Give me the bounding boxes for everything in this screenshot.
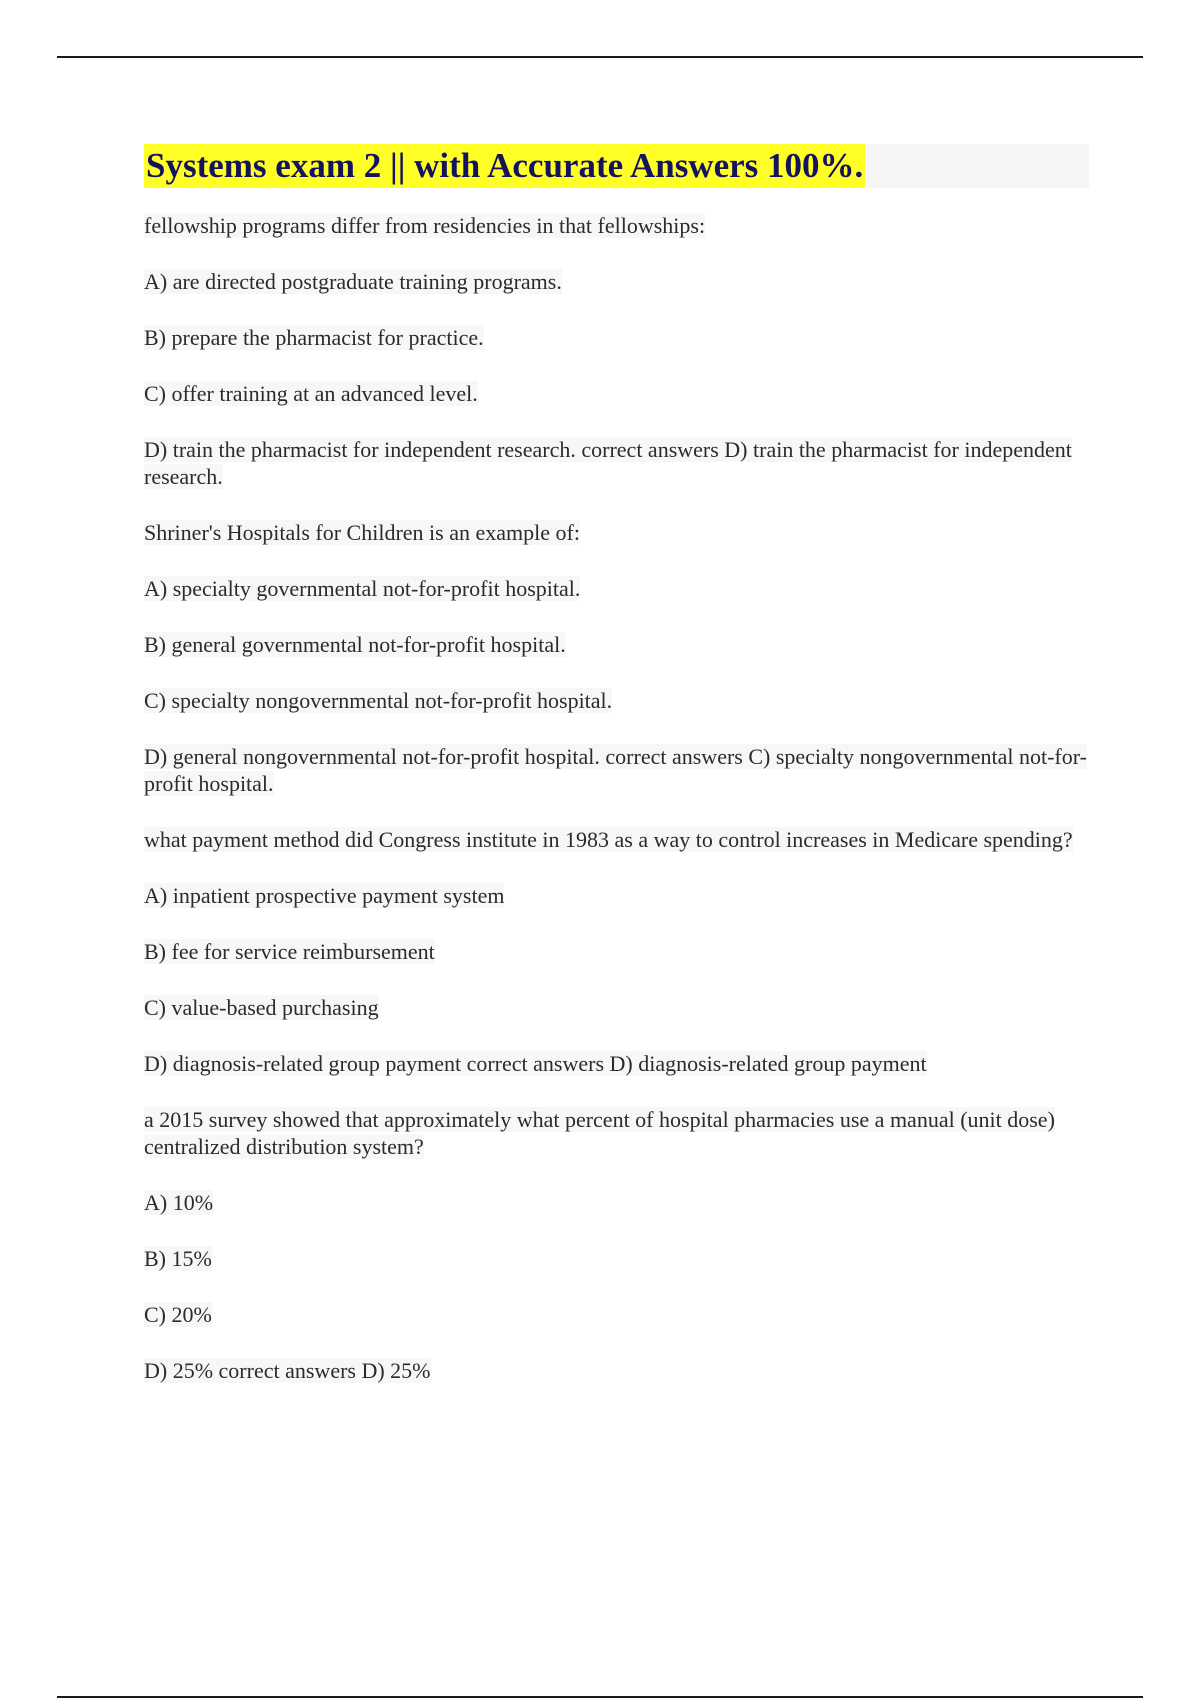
- question-4-stem: a 2015 survey showed that approximately what percent of hospital pharmacies use a manual (unit dose) centralized distribution system?: [144, 1107, 1055, 1159]
- question-3-option-d-answer: D) diagnosis-related group payment correct answers D) diagnosis-related group payment: [144, 1051, 927, 1076]
- title-band: [144, 144, 1089, 188]
- question-3-option-b: B) fee for service reimbursement: [144, 939, 435, 964]
- question-1-option-c: C) offer training at an advanced level.: [144, 381, 478, 406]
- question-3-option-a: A) inpatient prospective payment system: [144, 883, 505, 908]
- question-3-stem: what payment method did Congress institute in 1983 as a way to control increases in Medicare spending?: [144, 827, 1073, 852]
- question-4-option-d-answer: D) 25% correct answers D) 25%: [144, 1358, 431, 1383]
- question-4-option-a: A) 10%: [144, 1190, 214, 1215]
- question-4-option-c: C) 20%: [144, 1302, 212, 1327]
- question-2-option-d-answer: D) general nongovernmental not-for-profit hospital. correct answers C) specialty nongovernmental not-for-profit hospital.: [144, 744, 1087, 796]
- question-2-stem: Shriner's Hospitals for Children is an example of:: [144, 520, 580, 545]
- question-2-option-c: C) specialty nongovernmental not-for-profit hospital.: [144, 688, 613, 713]
- question-1-stem: fellowship programs differ from residencies in that fellowships:: [144, 213, 706, 238]
- question-1-option-b: B) prepare the pharmacist for practice.: [144, 325, 484, 350]
- question-3-option-c: C) value-based purchasing: [144, 995, 379, 1020]
- question-4-option-b: B) 15%: [144, 1246, 212, 1271]
- question-2-option-a: A) specialty governmental not-for-profit hospital.: [144, 576, 581, 601]
- question-1-option-d-answer: D) train the pharmacist for independent research. correct answers D) train the pharmacist for independent research.: [144, 437, 1072, 489]
- question-1-option-a: A) are directed postgraduate training programs.: [144, 269, 562, 294]
- document-body: [144, 144, 1089, 1413]
- question-2-option-b: B) general governmental not-for-profit hospital.: [144, 632, 566, 657]
- header-rule: [57, 56, 1143, 58]
- footer-rule: [57, 1696, 1143, 1698]
- document-title: Systems exam 2 || with Accurate Answers 100%.: [144, 144, 865, 188]
